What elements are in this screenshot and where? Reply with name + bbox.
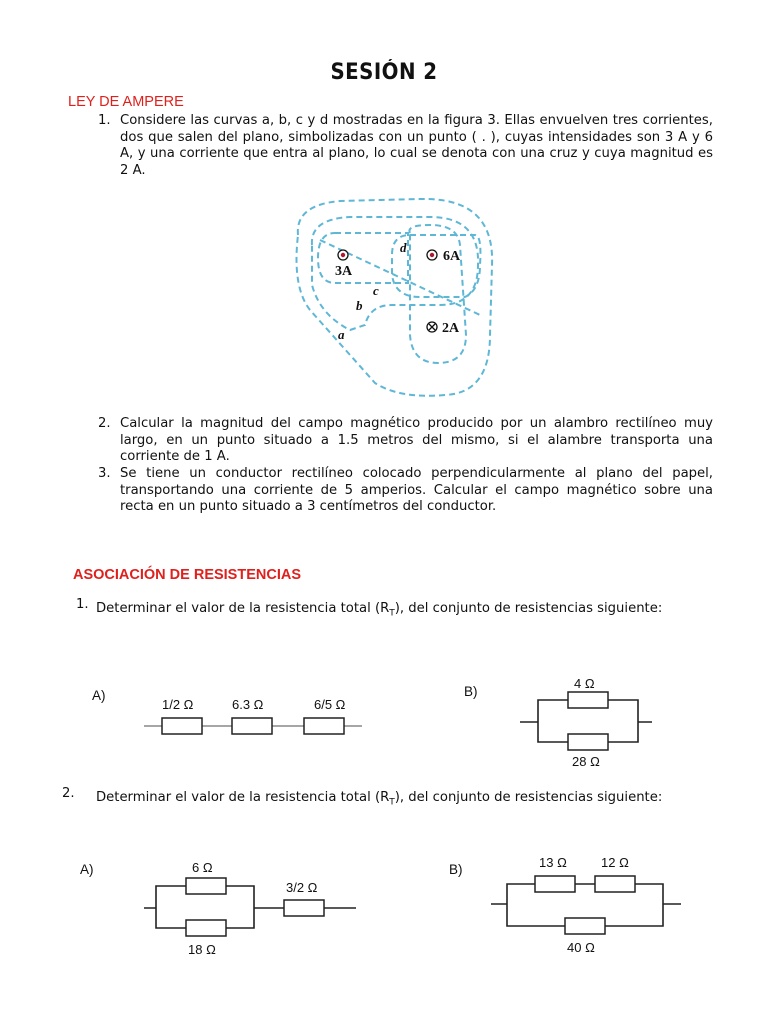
label-2a: 2A [442,321,460,336]
label-curve-d: d [400,240,407,255]
item-number: 2. [98,416,111,431]
resistor-label: 28 Ω [572,754,600,769]
curve-right-column [409,225,466,363]
resistor [186,878,226,894]
page-title: SESIÓN 2 [330,60,438,85]
question-1-text-pre: Determinar el valor de la resistencia total (R [96,601,390,616]
question-2-text-pre: Determinar el valor de la resistencia total (R [96,790,390,805]
resistor [284,900,324,916]
resistor-label: 18 Ω [188,942,216,957]
q2-circuit-b [445,846,690,961]
resistor-label: 1/2 Ω [162,697,194,712]
ampere-item-2-text: Calcular la magnitud del campo magnético producido por un alambro rectilíneo muy largo, en un punto situado a 1.5 metros del mismo, si el alambre transporta una corriente de 1 A. [120,416,713,464]
current-out-6a-icon [427,250,437,260]
question-2-text [96,786,713,815]
question-2-subscript: T [389,797,395,808]
question-1-number: 1. [76,597,89,612]
label-curve-c: c [373,283,379,298]
resistor [186,920,226,936]
question-1-subscript: T [389,608,395,619]
resistor [304,718,344,734]
circuit-label: A) [92,688,106,703]
label-curve-b: b [356,298,363,313]
current-out-3a-icon [338,250,348,260]
label-3a: 3A [335,264,353,279]
resistor-label: 40 Ω [567,940,595,955]
ampere-item-3-text: Se tiene un conductor rectilíneo colocado perpendicularmente al plano del papel, transportando una corriente de 5 amperios. Calcular el campo magnético sobre una recta en un punto situado a 3 centímetros del conductor. [120,466,713,514]
q2-circuit-a [76,852,376,962]
section-heading-resistencias: ASOCIACIÓN DE RESISTENCIAS [73,567,301,583]
item-number: 3. [98,466,111,481]
question-2-text-post: ), del conjunto de resistencias siguiente: [394,790,663,805]
resistor-label: 6.3 Ω [232,697,264,712]
circuit-label: B) [464,684,478,699]
item-number: 1. [98,113,111,128]
resistor-label: 6/5 Ω [314,697,346,712]
label-curve-a: a [338,327,345,342]
resistor [568,734,608,750]
resistor [565,918,605,934]
resistor [232,718,272,734]
circuit-label: A) [80,862,94,877]
resistor-label: 4 Ω [574,676,595,691]
curve-a [297,199,493,396]
ampere-item-1-text: Considere las curvas a, b, c y d mostradas en la figura 3. Ellas envuelven tres corrientes, dos que salen del plano, simbolizadas con un punto ( . ), cuyas intensidades son 3 A y 6 A, y una corriente que entra al plano, lo cual se denota con una cruz y cuya magnitud es 2 A. [120,113,713,178]
current-in-2a-icon [427,322,437,332]
resistor [568,692,608,708]
question-1-text-post: ), del conjunto de resistencias siguiente: [394,601,663,616]
resistor [162,718,202,734]
resistor-label: 12 Ω [601,855,629,870]
resistor-label: 13 Ω [539,855,567,870]
q1-circuit-a [88,682,368,742]
label-6a: 6A [443,249,461,264]
q1-circuit-b [460,674,660,774]
resistor [535,876,575,892]
resistor-label: 6 Ω [192,860,213,875]
question-2-number: 2. [62,786,75,801]
question-1-text [96,597,713,626]
section-heading-ampere: LEY DE AMPERE [68,94,184,110]
resistor-label: 3/2 Ω [286,880,318,895]
resistor [595,876,635,892]
circuit-label: B) [449,862,463,877]
ampere-loops-figure [280,195,500,400]
